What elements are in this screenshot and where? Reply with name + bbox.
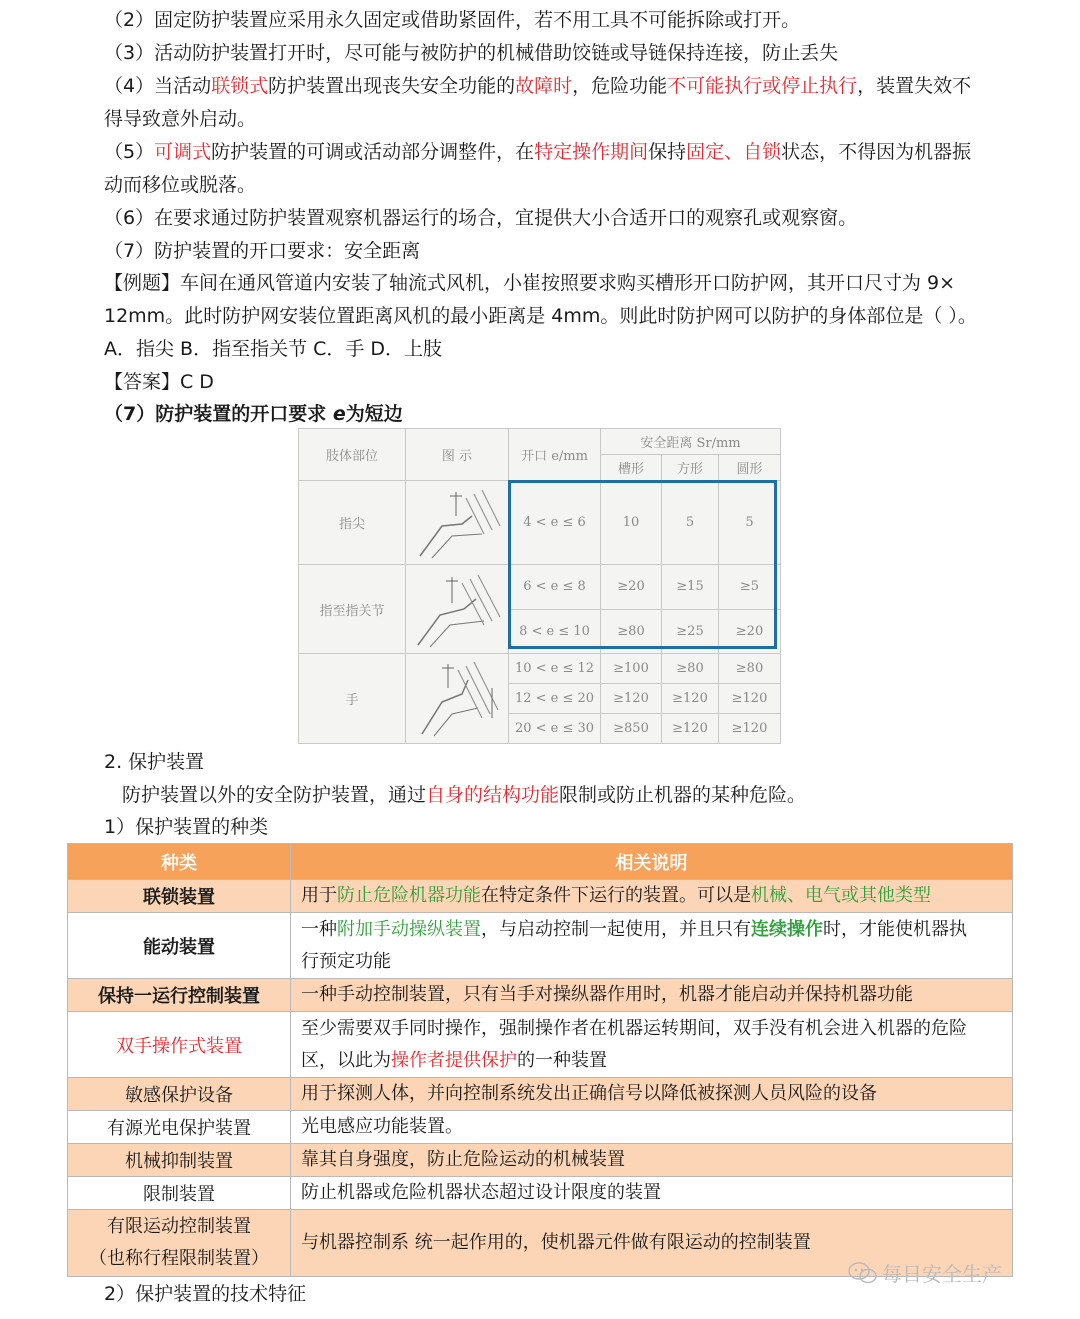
clause-4-cont: 得导致意外启动。 [104, 108, 257, 130]
type-photoelectric: 有源光电保护装置 [68, 1111, 291, 1144]
row-part: 指尖 [299, 481, 406, 565]
example-line-2: 12mm。此时防护网安装位置距离风机的最小距离是 4mm。则此时防护网可以防护的身体部位是（ ）。 [104, 305, 977, 327]
hand-diagram [406, 653, 509, 743]
row-part: 手 [299, 653, 406, 743]
type-sensitive: 敏感保护设备 [68, 1078, 291, 1111]
row-square: ≥120 [662, 683, 719, 713]
row-slot: ≥20 [601, 565, 662, 609]
header-opening: 开口 e/mm [509, 429, 601, 481]
row-opening: 12 < e ≤ 20 [509, 683, 601, 713]
type-two-hand: 双手操作式装置 [68, 1012, 291, 1078]
row-opening: 4 < e ≤ 6 [509, 481, 601, 565]
clause-5-cont: 动而移位或脱落。 [104, 174, 257, 196]
clause-2: （2）固定防护装置应采用永久固定或借助紧固件，若不用工具不可能拆除或打开。 [104, 9, 801, 31]
example-line-1: 【例题】车间在通风管道内安装了轴流式风机，小崔按照要求购买槽形开口防护网，其开口尺寸为 9× [104, 272, 956, 294]
desc-limited-movement: 与机器控制系 统一起作用的，使机器元件做有限运动的控制装置 [291, 1210, 1013, 1277]
col-desc-header: 相关说明 [291, 844, 1013, 880]
row-square: ≥120 [662, 713, 719, 743]
section-2-2-title: 2）保护装置的技术特征 [104, 1283, 307, 1305]
clause-4: （4）当活动联锁式防护装置出现丧失安全功能的故障时，危险功能不可能执行或停止执行，装置失效不 [104, 75, 972, 97]
opening-distance-table [298, 428, 780, 744]
header-square: 方形 [662, 455, 719, 481]
row-round: ≥5 [719, 565, 781, 609]
type-enabling: 能动装置 [68, 913, 291, 979]
desc-mechanical-restraint: 靠其自身强度，防止危险运动的机械装置 [291, 1144, 1013, 1177]
row-opening: 6 < e ≤ 8 [509, 565, 601, 609]
row-slot: 10 [601, 481, 662, 565]
example-answer: 【答案】C D [104, 371, 214, 393]
row-round: ≥120 [719, 683, 781, 713]
wechat-icon [848, 1261, 878, 1290]
desc-photoelectric: 光电感应功能装置。 [291, 1111, 1013, 1144]
row-round: 5 [719, 481, 781, 565]
header-safety-distance: 安全距离 Sr/mm [601, 429, 781, 455]
desc-hold-to-run: 一种手动控制装置，只有当手对操纵器作用时，机器才能启动并保持机器功能 [291, 979, 1013, 1012]
section-2-1-title: 1）保护装置的种类 [104, 816, 269, 838]
desc-two-hand: 至少需要双手同时操作，强制操作者在机器运转期间，双手没有机会进入机器的危险 区，以此为操作者提供保护的一种装置 [291, 1012, 1013, 1078]
col-type-header: 种类 [68, 844, 291, 880]
row-square: 5 [662, 481, 719, 565]
section-2-desc: 防护装置以外的安全防护装置，通过自身的结构功能限制或防止机器的某种危险。 [122, 784, 807, 806]
desc-interlock: 用于防止危险机器功能在特定条件下运行的装置。可以是机械、电气或其他类型 [291, 880, 1013, 913]
row-part: 指至指关节 [299, 565, 406, 653]
row-round: ≥80 [719, 653, 781, 683]
header-diagram: 图 示 [406, 429, 509, 481]
example-options: A．指尖 B．指至指关节 C．手 D．上肢 [104, 338, 443, 360]
watermark: 每日安全生产 [848, 1258, 1002, 1290]
clause-7: （7）防护装置的开口要求：安全距离 [104, 240, 421, 262]
fingertip-diagram [406, 481, 509, 565]
finger-joint-diagram [406, 565, 509, 653]
row-slot: ≥100 [601, 653, 662, 683]
header-body-part: 肢体部位 [299, 429, 406, 481]
clause-5: （5）可调式防护装置的可调或活动部分调整件，在特定操作期间保持固定、自锁状态，不得因为机器振 [104, 141, 972, 163]
row-round: ≥120 [719, 713, 781, 743]
protective-device-table [67, 843, 1013, 1277]
clause-6: （6）在要求通过防护装置观察机器运行的场合，宜提供大小合适开口的观察孔或观察窗。 [104, 207, 858, 229]
row-opening: 10 < e ≤ 12 [509, 653, 601, 683]
type-limited-movement: 有限运动控制装置 （也称行程限制装置） [68, 1210, 291, 1277]
row-opening: 8 < e ≤ 10 [509, 609, 601, 653]
desc-sensitive: 用于探测人体，并向控制系统发出正确信号以降低被探测人员风险的设备 [291, 1078, 1013, 1111]
row-slot: ≥120 [601, 683, 662, 713]
desc-limiting: 防止机器或危险机器状态超过设计限度的装置 [291, 1177, 1013, 1210]
type-limiting: 限制装置 [68, 1177, 291, 1210]
desc-enabling: 一种附加手动操纵装置，与启动控制一起使用，并且只有连续操作时，才能使机器执 行预定功能 [291, 913, 1013, 979]
opening-heading: （7）防护装置的开口要求 e为短边 [104, 403, 403, 425]
type-hold-to-run: 保持一运行控制装置 [68, 979, 291, 1012]
row-square: ≥15 [662, 565, 719, 609]
type-mechanical-restraint: 机械抑制装置 [68, 1144, 291, 1177]
row-round: ≥20 [719, 609, 781, 653]
header-slot: 槽形 [601, 455, 662, 481]
type-interlock: 联锁装置 [68, 880, 291, 913]
row-square: ≥80 [662, 653, 719, 683]
row-square: ≥25 [662, 609, 719, 653]
row-slot: ≥80 [601, 609, 662, 653]
row-slot: ≥850 [601, 713, 662, 743]
clause-3: （3）活动防护装置打开时，尽可能与被防护的机械借助饺链或导链保持连接，防止丢失 [104, 42, 839, 64]
row-opening: 20 < e ≤ 30 [509, 713, 601, 743]
header-round: 圆形 [719, 455, 781, 481]
section-2-title: 2. 保护装置 [104, 751, 205, 773]
